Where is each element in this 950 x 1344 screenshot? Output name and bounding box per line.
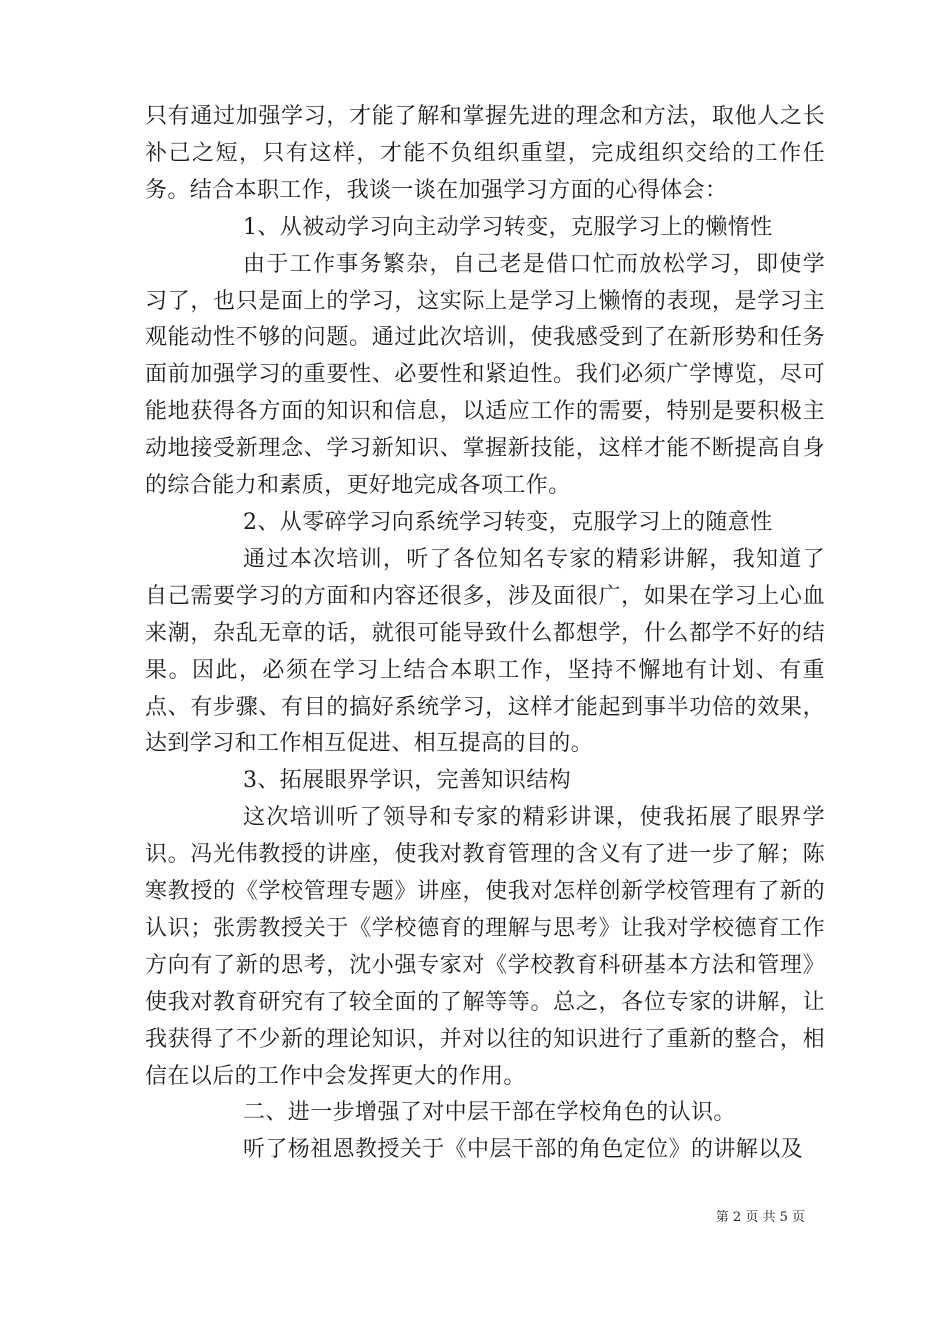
- page-number: 第 2 页 共 5 页: [715, 1210, 805, 1225]
- section-heading-1: 1、从被动学习向主动学习转变，克服学习上的懒惰性: [243, 214, 773, 240]
- document-body: [145, 99, 825, 1169]
- section-heading-2: 2、从零碎学习向系统学习转变，克服学习上的随意性: [243, 509, 773, 535]
- section-heading-part-2: 二、进一步增强了对中层干部在学校角色的认识。: [243, 1100, 736, 1126]
- paragraph-intro: 只有通过加强学习，才能了解和掌握先进的理念和方法，取他人之长补己之短，只有这样，才能不负组织重望，完成组织交给的工作任务。结合本职工作，我谈一谈在加强学习方面的心得体会：: [145, 104, 825, 203]
- paragraph-section-3: 这次培训听了领导和专家的精彩讲课，使我拓展了眼界学识。冯光伟教授的讲座，使我对教育管理的含义有了进一步了解；陈寒教授的《学校管理专题》讲座，使我对怎样创新学校管理有了新的认识；张雳教授关于《学校德育的理解与思考》让我对学校德育工作方向有了新的思考，沈小强专家对《学校教育科研基本方法和管理》使我对教育研究有了较全面的了解等等。总之，各位专家的讲解，让我获得了不少新的理论知识，并对以往的知识进行了重新的整合，相信在以后的工作中会发挥更大的作用。: [145, 805, 825, 1089]
- section-heading-3: 3、拓展眼界学识，完善知识结构: [243, 768, 571, 794]
- paragraph-part-2: 听了杨祖恩教授关于《中层干部的角色定位》的讲解以及: [243, 1137, 804, 1163]
- paragraph-section-2: 通过本次培训，听了各位知名专家的精彩讲解，我知道了自己需要学习的方面和内容还很多，涉及面很广，如果在学习上心血来潮，杂乱无章的话，就很可能导致什么都想学，什么都学不好的结果。因此，必须在学习上结合本职工作，坚持不懈地有计划、有重点、有步骤、有目的搞好系统学习，这样才能起到事半功倍的效果，达到学习和工作相互促进、相互提高的目的。: [145, 546, 825, 757]
- paragraph-section-1: 由于工作事务繁杂，自己老是借口忙而放松学习，即使学习了，也只是面上的学习，这实际上是学习上懒惰的表现，是学习主观能动性不够的问题。通过此次培训，使我感受到了在新形势和任务面前加强学习的重要性、必要性和紧迫性。我们必须广学博览，尽可能地获得各方面的知识和信息，以适应工作的需要，特别是要积极主动地接受新理念、学习新知识、掌握新技能，这样才能不断提高自身的综合能力和素质，更好地完成各项工作。: [145, 251, 825, 499]
